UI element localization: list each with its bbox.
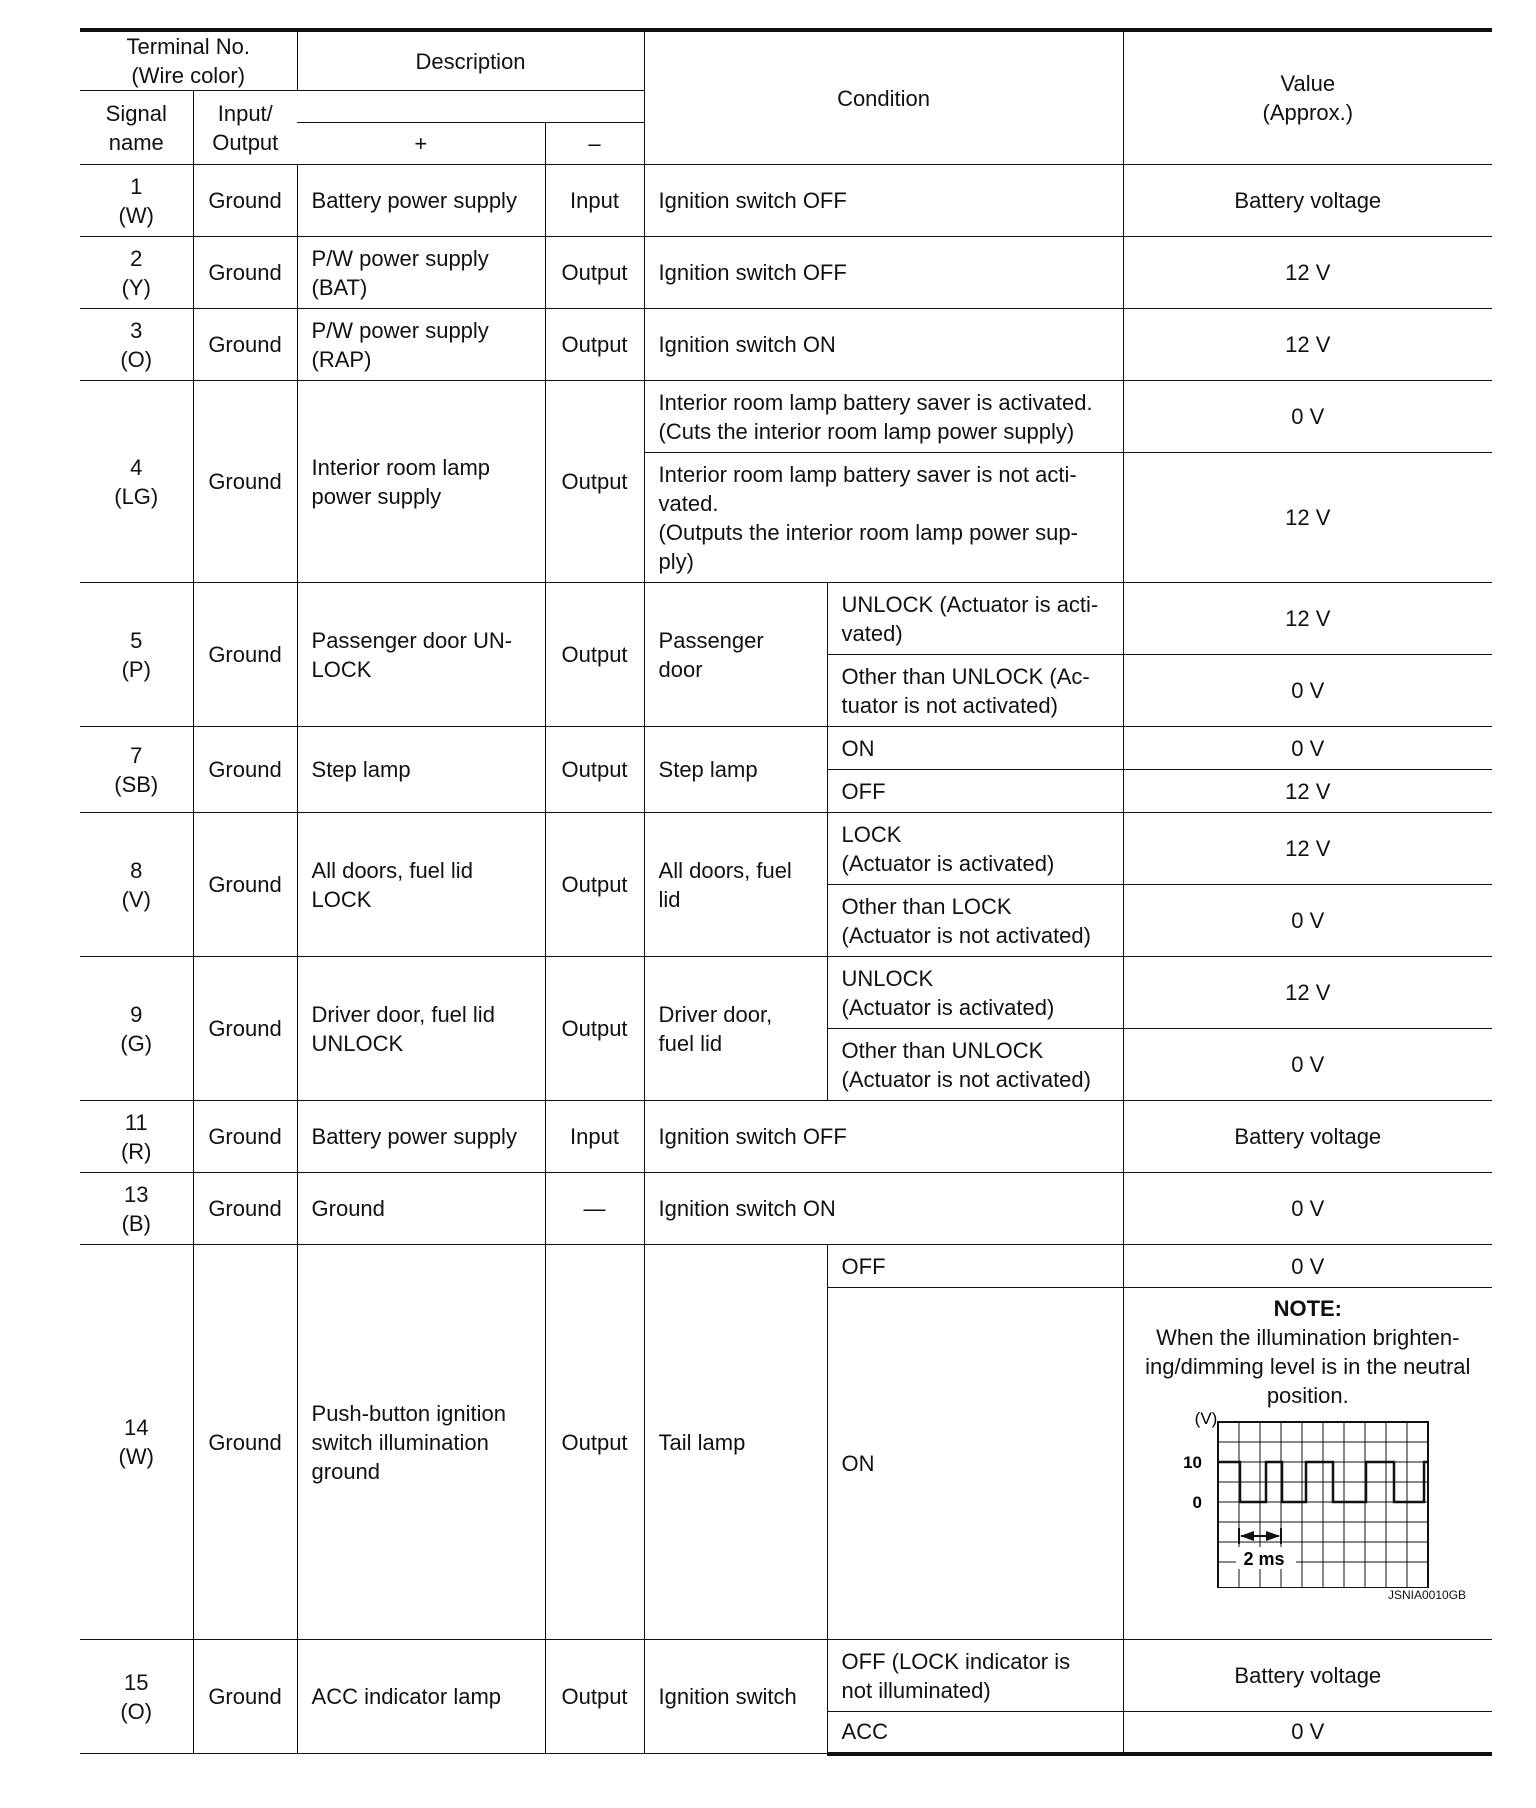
condition-cell: Ignition switch OFF bbox=[644, 165, 1123, 237]
header-terminal: Terminal No. (Wire color) bbox=[80, 30, 297, 91]
terminal-spec-table bbox=[80, 28, 1492, 1756]
condition-cell: Passenger door bbox=[644, 583, 827, 727]
condition-cell: Interior room lamp battery saver is activated. (Cuts the interior room lamp power supply) bbox=[644, 381, 1123, 453]
sub-condition-cell: ON bbox=[827, 1288, 1123, 1640]
signal-cell: P/W power supply (BAT) bbox=[297, 237, 545, 309]
value-cell: 12 V bbox=[1123, 770, 1492, 813]
table-row bbox=[80, 727, 1492, 770]
ground-cell: Ground bbox=[193, 165, 297, 237]
value-cell: 0 V bbox=[1123, 885, 1492, 957]
table-row bbox=[80, 237, 1492, 309]
ground-cell: Ground bbox=[193, 583, 297, 727]
ground-cell: Ground bbox=[193, 813, 297, 957]
terminal-cell: 1 (W) bbox=[80, 165, 193, 237]
ground-cell: Ground bbox=[193, 1640, 297, 1754]
signal-cell: Step lamp bbox=[297, 727, 545, 813]
io-cell: Output bbox=[545, 1640, 644, 1754]
sub-condition-cell: UNLOCK (Actuator is acti- vated) bbox=[827, 583, 1123, 655]
sub-condition-cell: ON bbox=[827, 727, 1123, 770]
terminal-cell: 3 (O) bbox=[80, 309, 193, 381]
sub-condition-cell: Other than LOCK (Actuator is not activated) bbox=[827, 885, 1123, 957]
header-input-output: Input/ Output bbox=[193, 91, 297, 165]
io-cell: Output bbox=[545, 237, 644, 309]
ground-cell: Ground bbox=[193, 1101, 297, 1173]
terminal-cell: 9 (G) bbox=[80, 957, 193, 1101]
table-row bbox=[80, 957, 1492, 1029]
terminal-cell: 15 (O) bbox=[80, 1640, 193, 1754]
value-cell: 12 V bbox=[1123, 583, 1492, 655]
ground-cell: Ground bbox=[193, 957, 297, 1101]
signal-cell: Battery power supply bbox=[297, 165, 545, 237]
value-cell: Battery voltage bbox=[1123, 1640, 1492, 1712]
sub-condition-cell: Other than UNLOCK (Actuator is not activated) bbox=[827, 1029, 1123, 1101]
terminal-cell: 2 (Y) bbox=[80, 237, 193, 309]
waveform-figure bbox=[1158, 1412, 1458, 1588]
terminal-cell: 11 (R) bbox=[80, 1101, 193, 1173]
terminal-cell: 13 (B) bbox=[80, 1173, 193, 1245]
header-plus: + bbox=[297, 123, 545, 165]
value-cell: 0 V bbox=[1123, 381, 1492, 453]
condition-cell: Ignition switch ON bbox=[644, 1173, 1123, 1245]
value-cell: 12 V bbox=[1123, 237, 1492, 309]
io-cell: Output bbox=[545, 381, 644, 583]
terminal-cell: 5 (P) bbox=[80, 583, 193, 727]
io-cell: Output bbox=[545, 309, 644, 381]
sub-condition-cell: LOCK (Actuator is activated) bbox=[827, 813, 1123, 885]
signal-cell: Push-button ignition switch illumination ground bbox=[297, 1245, 545, 1640]
io-cell: Input bbox=[545, 1101, 644, 1173]
signal-cell: Battery power supply bbox=[297, 1101, 545, 1173]
ground-cell: Ground bbox=[193, 309, 297, 381]
condition-cell: All doors, fuel lid bbox=[644, 813, 827, 957]
io-cell: Output bbox=[545, 1245, 644, 1640]
signal-cell: Interior room lamp power supply bbox=[297, 381, 545, 583]
condition-cell: Driver door, fuel lid bbox=[644, 957, 827, 1101]
condition-cell: Ignition switch bbox=[644, 1640, 827, 1754]
value-cell: 0 V bbox=[1123, 1712, 1492, 1754]
wave-period-label: 2 ms bbox=[1243, 1549, 1285, 1569]
terminal-cell: 7 (SB) bbox=[80, 727, 193, 813]
table-row bbox=[80, 1101, 1492, 1173]
io-cell: Output bbox=[545, 583, 644, 727]
ground-cell: Ground bbox=[193, 1173, 297, 1245]
signal-cell: All doors, fuel lid LOCK bbox=[297, 813, 545, 957]
table-row bbox=[80, 1173, 1492, 1245]
table-row bbox=[80, 1245, 1492, 1288]
ground-cell: Ground bbox=[193, 237, 297, 309]
condition-cell: Step lamp bbox=[644, 727, 827, 813]
figure-code: JSNIA0010GB bbox=[1388, 1588, 1467, 1602]
table-row bbox=[80, 309, 1492, 381]
table-row bbox=[80, 165, 1492, 237]
period-arrow-right bbox=[1266, 1531, 1280, 1541]
condition-cell: Tail lamp bbox=[644, 1245, 827, 1640]
header-minus: – bbox=[545, 123, 644, 165]
value-cell: 0 V bbox=[1123, 1029, 1492, 1101]
sub-condition-cell: ACC bbox=[827, 1712, 1123, 1754]
period-arrow-left bbox=[1240, 1531, 1254, 1541]
value-cell: 12 V bbox=[1123, 309, 1492, 381]
signal-cell: Driver door, fuel lid UNLOCK bbox=[297, 957, 545, 1101]
wave-low-label: 0 bbox=[1192, 1493, 1202, 1512]
table-row bbox=[80, 1640, 1492, 1712]
io-cell: Output bbox=[545, 727, 644, 813]
header-value: Value (Approx.) bbox=[1123, 30, 1492, 165]
condition-cell: Ignition switch OFF bbox=[644, 1101, 1123, 1173]
value-cell: 0 V bbox=[1123, 1245, 1492, 1288]
ground-cell: Ground bbox=[193, 727, 297, 813]
header-description: Description bbox=[297, 30, 644, 91]
condition-cell: Ignition switch OFF bbox=[644, 237, 1123, 309]
sub-condition-cell: UNLOCK (Actuator is activated) bbox=[827, 957, 1123, 1029]
value-cell: Battery voltage bbox=[1123, 1101, 1492, 1173]
signal-cell: ACC indicator lamp bbox=[297, 1640, 545, 1754]
wave-unit-label: (V) bbox=[1194, 1412, 1218, 1428]
value-cell: 12 V bbox=[1123, 813, 1492, 885]
signal-cell: P/W power supply (RAP) bbox=[297, 309, 545, 381]
io-cell: — bbox=[545, 1173, 644, 1245]
value-cell: 0 V bbox=[1123, 655, 1492, 727]
value-cell-note bbox=[1123, 1288, 1492, 1640]
note-body: When the illumination brighten- ing/dimming level is in the neutral position. bbox=[1145, 1325, 1471, 1408]
sub-condition-cell: OFF bbox=[827, 1245, 1123, 1288]
ground-cell: Ground bbox=[193, 1245, 297, 1640]
table-row bbox=[80, 381, 1492, 453]
value-cell: 12 V bbox=[1123, 453, 1492, 583]
value-cell: 0 V bbox=[1123, 1173, 1492, 1245]
io-cell: Output bbox=[545, 813, 644, 957]
value-cell: 12 V bbox=[1123, 957, 1492, 1029]
table-row bbox=[80, 813, 1492, 885]
table-row bbox=[80, 583, 1492, 655]
terminal-cell: 14 (W) bbox=[80, 1245, 193, 1640]
condition-cell: Interior room lamp battery saver is not acti- vated. (Outputs the interior room lamp power sup- ply) bbox=[644, 453, 1123, 583]
note-title: NOTE: bbox=[1273, 1296, 1343, 1321]
value-cell: 0 V bbox=[1123, 727, 1492, 770]
io-cell: Input bbox=[545, 165, 644, 237]
header-condition: Condition bbox=[644, 30, 1123, 165]
condition-cell: Ignition switch ON bbox=[644, 309, 1123, 381]
signal-cell: Ground bbox=[297, 1173, 545, 1245]
wave-high-label: 10 bbox=[1182, 1453, 1202, 1472]
terminal-cell: 4 (LG) bbox=[80, 381, 193, 583]
sub-condition-cell: OFF (LOCK indicator is not illuminated) bbox=[827, 1640, 1123, 1712]
sub-condition-cell: OFF bbox=[827, 770, 1123, 813]
terminal-cell: 8 (V) bbox=[80, 813, 193, 957]
signal-cell: Passenger door UN- LOCK bbox=[297, 583, 545, 727]
header-signal-name: Signal name bbox=[80, 91, 193, 165]
value-cell: Battery voltage bbox=[1123, 165, 1492, 237]
ground-cell: Ground bbox=[193, 381, 297, 583]
sub-condition-cell: Other than UNLOCK (Ac- tuator is not activated) bbox=[827, 655, 1123, 727]
io-cell: Output bbox=[545, 957, 644, 1101]
